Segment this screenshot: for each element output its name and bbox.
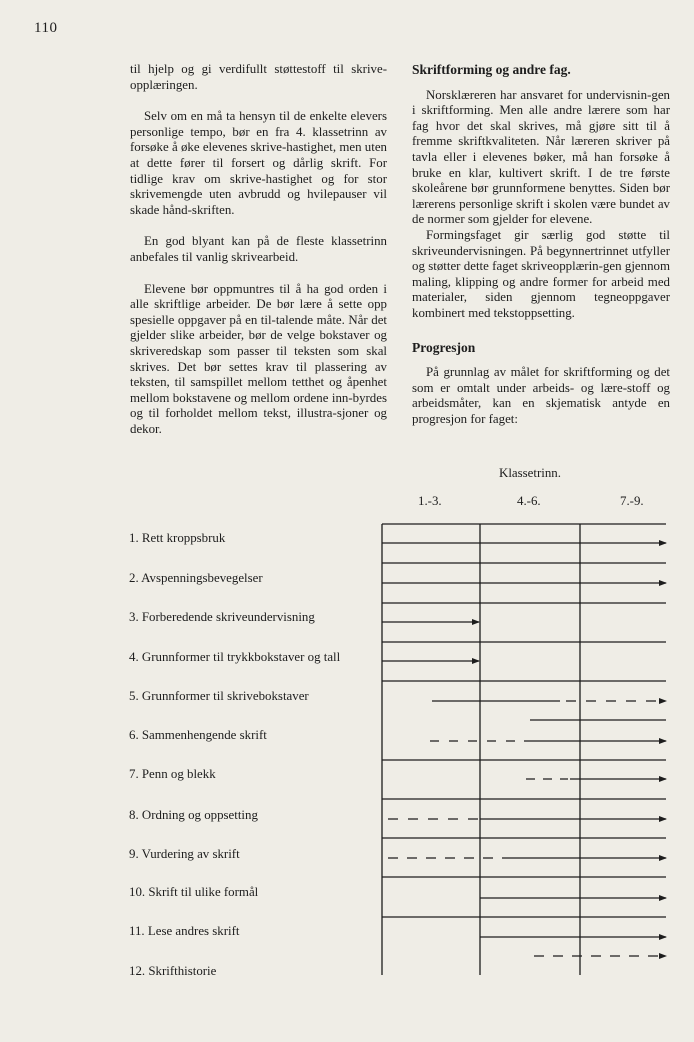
paragraph: Elevene bør oppmuntres til å ha god orden i alle skriftlige arbeider. De bør lære å sette opp spesielle oppgaver på en til-talende måte. Når det gjelder slike arbeider, bør de velge bokstaver og skriveredskap som passer til teksten som skal skrives. Det bør settes krav til plassering av teksten, til samspillet mellom tetthet og åpenhet mellom bokstavene og mellom ordene inn-byrdes og til forholdet mellom tekst, illustra-sjoner og dekor. <box>130 281 387 436</box>
column-header: 1.-3. <box>418 494 442 508</box>
column-header: 7.-9. <box>620 494 644 508</box>
row-label: 8. Ordning og oppsetting <box>129 808 258 822</box>
paragraph: til hjelp og gi verdifullt støttestoff til skrive-opplæringen. <box>130 62 387 92</box>
row-label: 12. Skrifthistorie <box>129 964 217 978</box>
row-label: 1. Rett kroppsbruk <box>129 531 226 545</box>
row-label: 11. Lese andres skrift <box>129 924 240 938</box>
paragraph: Selv om en må ta hensyn til de enkelte elevers personlige tempo, bør en fra 4. klassetrinn av forsøke å øke elevenes skrive-hastighet, men uten at dette fører til forsert og dårlig skrift. For tidlige krav om skrive-hastighet og for stor skrivemengde uten avbrudd og hvilepauser vil skade hånd-skriften. <box>130 109 387 217</box>
paragraph: Norsklæreren har ansvaret for undervisnin-gen i skriftforming. Men alle andre lærere som har fag hvor det skal skrives, må gjøre sitt til å fremme skriftkvaliteten. Når læreren skriver på tavla eller i elevenes bøker, må han forsøke å bruke en klar, kultivert skrift. I de tre første skoleårene bør grunnformene benyttes. Siden bør lærerens personlige skrift i skolen være bundet av de normer som gjelder for elevene. <box>412 87 670 227</box>
row-label: 9. Vurdering av skrift <box>129 847 240 861</box>
page-number: 110 <box>34 20 58 36</box>
row-label: 7. Penn og blekk <box>129 767 216 781</box>
row-label: 5. Grunnformer til skrivebokstaver <box>129 689 309 703</box>
column-header: 4.-6. <box>517 494 541 508</box>
paragraph: På grunnlag av målet for skriftforming og det som er omtalt under arbeids- og lære-stoff og arbeidsmåter, kan en skjematisk antyde en progresjon for faget: <box>412 365 670 426</box>
section-heading: Skriftforming og andre fag. <box>412 62 571 77</box>
row-label: 3. Forberedende skriveundervisning <box>129 610 315 624</box>
row-label: 2. Avspenningsbevegelser <box>129 571 263 585</box>
row-label: 6. Sammenhengende skrift <box>129 728 267 742</box>
paragraph: En god blyant kan på de fleste klassetrinn anbefales til vanlig skrivearbeid. <box>130 234 387 264</box>
row-label: 4. Grunnformer til trykkbokstaver og tall <box>129 650 341 664</box>
section-heading: Progresjon <box>412 339 476 355</box>
chart-title: Klassetrinn. <box>499 466 561 480</box>
paragraph: Formingsfaget gir særlig god støtte til skriveundervisningen. På begynnertrinnet utfyller og støtter dette faget skriveopplærin-gen gjennom maling, klipping og andre former for arbeid med materialer, siden gjennom tegneoppgaver kombinert med tekstoppsetting. <box>412 227 670 320</box>
row-label: 10. Skrift til ulike formål <box>129 885 259 899</box>
